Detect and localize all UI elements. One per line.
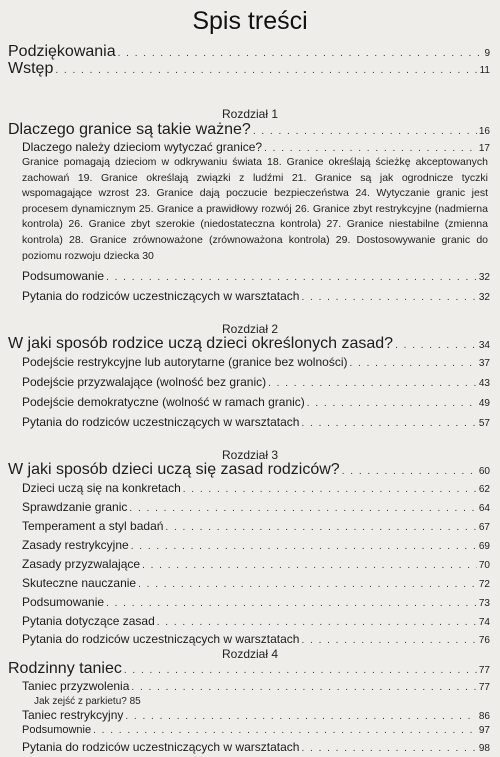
toc-entry-label: Zasady przyzwalające <box>22 557 141 571</box>
toc-page-number: 73 <box>478 598 490 609</box>
toc-entry-label: Podejście restrykcyjne lub autorytarne (granice bez wolności) <box>22 355 348 369</box>
toc-leader-dots <box>301 293 476 303</box>
toc-page-number: 64 <box>478 503 490 514</box>
toc-leader-dots <box>131 683 476 693</box>
toc-page-number: 67 <box>478 522 490 533</box>
toc-page-number: 97 <box>478 725 490 736</box>
toc-page-number: 16 <box>478 126 490 137</box>
toc-page-number: 60 <box>478 466 490 477</box>
toc-page-number: 77 <box>478 665 490 676</box>
toc-entry-label: Podejście demokratyczne (wolność w ramach granic) <box>22 395 305 409</box>
toc-entry-label: Taniec restrykcyjny <box>22 708 124 722</box>
toc-entry-acknowledgements[interactable] <box>8 44 490 60</box>
toc-page-number: 77 <box>478 682 490 693</box>
toc-leader-dots <box>55 66 477 76</box>
toc-leader-dots <box>301 636 476 646</box>
toc-page-number: 37 <box>478 358 490 369</box>
toc-leader-dots <box>301 419 476 429</box>
toc-entry[interactable] <box>22 615 490 628</box>
toc-entry[interactable] <box>22 141 490 154</box>
toc-entry[interactable] <box>22 290 490 303</box>
toc-entry-label: W jaki sposób rodzice uczą dzieci określonych zasad? <box>8 335 394 352</box>
toc-page-number: 69 <box>478 541 490 552</box>
toc-entry-label: Podsumownie <box>22 724 92 736</box>
toc-entry-label: Pytania do rodziców uczestniczących w warsztatach <box>22 415 300 429</box>
toc-leader-dots <box>301 744 476 754</box>
chapter-1-subsections: Granice pomagają dzieciom w odkrywaniu świata 18. Granice określają ścieżkę akceptowanych zachowań 19. Granice określają związki z ludźmi 21. Granice są jak ogrodnicze tyczki wspomagające wzrost 23. Granice dają poczucie bezpieczeństwa 24. Wytyczanie granic jest procesem dynamicznym 25. Granice a prawidłowy rozwój 26. Granice zbyt restrykcyjne (nadmierna kontrola) 26. Granice zbyt szerokie (niedostateczna kontrola) 27. Granice niestabilne (zmienna kontrola) 28. Granice zrównoważone (zrównoważona kontrola) 29. Dostosowywanie granic do poziomu rozwoju dziecka 30 <box>22 156 488 262</box>
toc-entry[interactable] <box>22 577 490 590</box>
toc-leader-dots <box>118 49 483 59</box>
toc-leader-dots <box>268 379 477 389</box>
toc-leader-dots <box>395 341 477 351</box>
toc-leader-dots <box>124 666 477 676</box>
toc-leader-dots <box>349 359 476 369</box>
toc-entry-label: Dlaczego należy dzieciom wytyczać granice? <box>22 140 263 154</box>
toc-entry-label: Temperament a styl badań <box>22 519 164 533</box>
toc-entry-label: Podsumowanie <box>22 269 105 283</box>
toc-entry[interactable] <box>22 482 490 495</box>
toc-entry-label: Wstęp <box>8 60 54 77</box>
toc-leader-dots <box>342 467 477 477</box>
toc-page-number: 43 <box>478 378 490 389</box>
toc-leader-dots <box>157 618 477 628</box>
toc-entry[interactable] <box>22 376 490 389</box>
toc-page-number: 74 <box>478 617 490 628</box>
chapter-4-title[interactable] <box>8 661 490 677</box>
page-title: Spis treści <box>192 7 308 35</box>
chapter-1-label: Rozdział 1 <box>221 107 279 121</box>
toc-entry[interactable] <box>22 396 490 409</box>
toc-entry-label: Podsumowanie <box>22 595 105 609</box>
toc-leader-dots <box>106 599 477 609</box>
toc-entry-label: Sprawdzanie granic <box>22 500 128 514</box>
toc-leader-dots <box>165 523 476 533</box>
toc-page-number: 34 <box>478 340 490 351</box>
toc-leader-dots <box>142 561 477 571</box>
toc-leader-dots <box>131 542 477 552</box>
toc-entry-label: Pytania do rodziców uczestniczących w warsztatach <box>22 632 300 646</box>
toc-entry[interactable] <box>22 709 490 722</box>
toc-page-number: 70 <box>478 560 490 571</box>
chapter-1-title[interactable] <box>8 122 490 138</box>
toc-entry[interactable] <box>22 596 490 609</box>
toc-page-number: 86 <box>478 711 490 722</box>
toc-entry-label: Dzieci uczą się na konkretach <box>22 481 181 495</box>
toc-page-number: 72 <box>478 579 490 590</box>
toc-entry-label: Zasady restrykcyjne <box>22 538 129 552</box>
toc-page-number: 32 <box>478 292 490 303</box>
toc-leader-dots <box>93 726 477 736</box>
toc-entry-label: Dlaczego granice są takie ważne? <box>8 121 251 138</box>
toc-page-number: 9 <box>484 48 490 59</box>
chapter-2-label: Rozdział 2 <box>221 322 279 336</box>
toc-entry-label: Rodzinny taniec <box>8 660 122 677</box>
toc-entry[interactable] <box>22 680 490 693</box>
toc-page-number: 57 <box>478 418 490 429</box>
toc-page-number: 49 <box>478 398 490 409</box>
toc-entry[interactable] <box>22 416 490 429</box>
toc-entry[interactable] <box>22 741 490 754</box>
toc-leader-dots <box>264 144 477 154</box>
chapter-3-title[interactable] <box>8 462 490 478</box>
toc-leader-dots <box>106 273 477 283</box>
chapter-3-label: Rozdział 3 <box>221 448 279 462</box>
toc-leader-dots <box>125 712 477 722</box>
toc-entry[interactable] <box>22 501 490 514</box>
toc-page-number: 62 <box>478 484 490 495</box>
toc-entry[interactable] <box>22 356 490 369</box>
toc-entry-label: Taniec przyzwolenia <box>22 679 130 693</box>
toc-page-number: 17 <box>478 143 490 154</box>
toc-entry[interactable] <box>22 539 490 552</box>
toc-entry-label: Skuteczne nauczanie <box>22 576 137 590</box>
toc-page-number: 11 <box>479 65 490 76</box>
toc-entry[interactable] <box>22 633 490 646</box>
toc-leader-dots <box>253 127 477 137</box>
toc-entry-label: Podziękowania <box>8 43 116 60</box>
toc-entry-label: Podejście przyzwalające (wolność bez granic) <box>22 375 267 389</box>
toc-subsection-note: Jak zejść z parkietu? 85 <box>34 696 141 707</box>
toc-entry-label: Pytania dotyczące zasad <box>22 614 155 628</box>
toc-page-number: 32 <box>478 272 490 283</box>
toc-entry-introduction[interactable] <box>8 61 490 77</box>
toc-leader-dots <box>307 399 477 409</box>
toc-entry[interactable] <box>22 725 490 736</box>
chapter-2-title[interactable] <box>8 336 490 352</box>
toc-entry[interactable] <box>22 520 490 533</box>
toc-page-number: 76 <box>478 635 490 646</box>
toc-leader-dots <box>129 504 476 514</box>
toc-entry[interactable] <box>22 558 490 571</box>
toc-entry[interactable] <box>22 270 490 283</box>
toc-entry-label: Pytania do rodziców uczestniczących w warsztatach <box>22 740 300 754</box>
toc-leader-dots <box>138 580 477 590</box>
toc-entry-label: Pytania do rodziców uczestniczących w warsztatach <box>22 289 300 303</box>
toc-entry-label: W jaki sposób dzieci uczą się zasad rodziców? <box>8 461 340 478</box>
toc-leader-dots <box>183 485 477 495</box>
chapter-4-label: Rozdział 4 <box>221 647 279 661</box>
toc-page-number: 98 <box>478 743 490 754</box>
